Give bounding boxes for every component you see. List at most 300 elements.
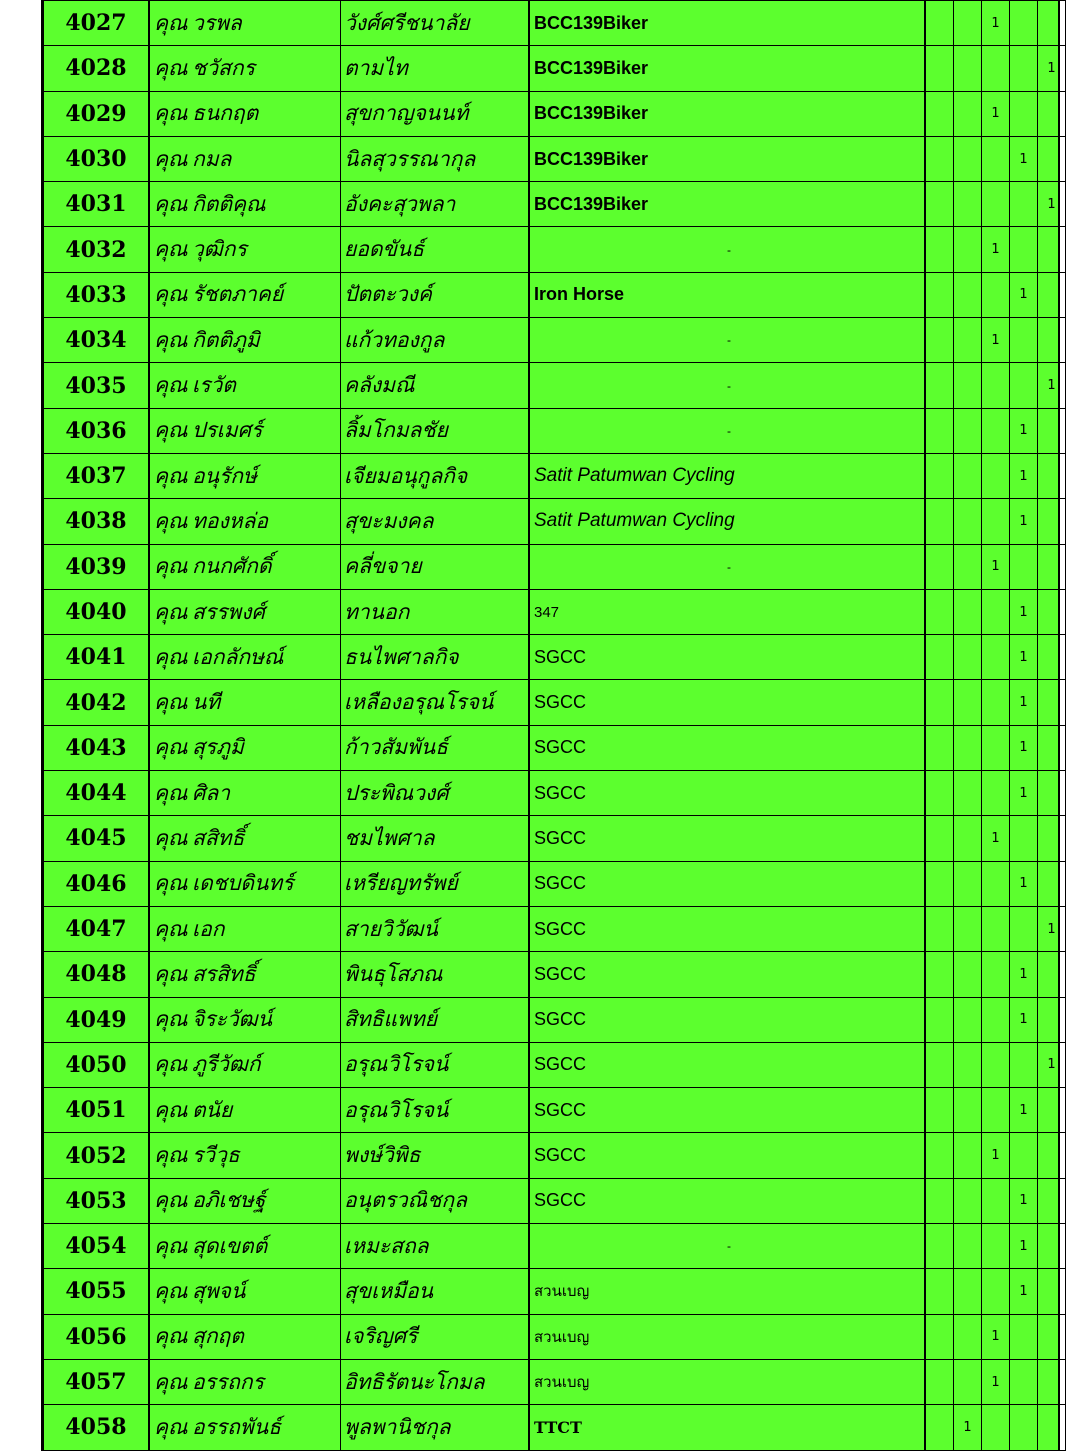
first-name-cell xyxy=(149,453,341,498)
team-name: SGCC xyxy=(529,771,925,816)
team-name: SGCC xyxy=(529,952,925,997)
category-mark xyxy=(1038,136,1066,181)
category-mark xyxy=(1010,1359,1038,1404)
last-name: อรุณวิโรจน์ xyxy=(341,1042,530,1087)
category-mark xyxy=(954,1042,982,1087)
table-row xyxy=(44,861,1066,906)
category-mark xyxy=(954,1088,982,1133)
category-mark xyxy=(925,861,954,906)
first-name-cell xyxy=(149,1359,341,1404)
first-name-cell xyxy=(149,1405,341,1450)
last-name: ธนไพศาลกิจ xyxy=(341,635,530,680)
runner-number: 4046 xyxy=(44,861,150,906)
category-mark xyxy=(982,680,1010,725)
first-name: วุฒิกร xyxy=(192,237,247,262)
category-mark xyxy=(954,906,982,951)
first-name-cell xyxy=(149,544,341,589)
category-mark xyxy=(982,182,1010,227)
last-name: แก้วทองกูล xyxy=(341,318,530,363)
category-mark xyxy=(1038,680,1066,725)
name-prefix: คุณ xyxy=(154,373,188,398)
category-mark xyxy=(1010,46,1038,91)
first-name: สสิทธิ์ xyxy=(192,825,245,850)
first-name: สรสิทธิ์ xyxy=(192,961,256,986)
team-name: - xyxy=(529,544,925,589)
name-prefix: คุณ xyxy=(154,463,188,488)
category-mark: 1 xyxy=(982,227,1010,272)
first-name-cell xyxy=(149,318,341,363)
team-name: BCC139Biker xyxy=(529,136,925,181)
category-mark: 1 xyxy=(1010,771,1038,816)
runner-number: 4035 xyxy=(44,363,150,408)
team-name: Iron Horse xyxy=(529,272,925,317)
category-mark xyxy=(925,227,954,272)
runner-number: 4043 xyxy=(44,725,150,770)
category-mark xyxy=(954,680,982,725)
runner-number: 4038 xyxy=(44,499,150,544)
category-mark: 1 xyxy=(1038,906,1066,951)
category-mark: 1 xyxy=(1010,725,1038,770)
first-name-cell xyxy=(149,635,341,680)
category-mark: 1 xyxy=(982,1,1010,46)
category-mark xyxy=(1038,997,1066,1042)
runner-number: 4030 xyxy=(44,136,150,181)
category-mark xyxy=(925,544,954,589)
table-row xyxy=(44,952,1066,997)
table-row xyxy=(44,182,1066,227)
first-name-cell xyxy=(149,589,341,634)
runner-number: 4052 xyxy=(44,1133,150,1178)
category-mark xyxy=(1010,91,1038,136)
category-mark: 1 xyxy=(1010,635,1038,680)
runner-number: 4034 xyxy=(44,318,150,363)
category-mark xyxy=(954,861,982,906)
first-name: กมล xyxy=(192,146,232,171)
first-name-cell xyxy=(149,46,341,91)
runner-number: 4027 xyxy=(44,1,150,46)
registration-table xyxy=(43,0,1066,1451)
category-mark xyxy=(1038,1314,1066,1359)
first-name: กิตติคุณ xyxy=(192,191,266,216)
last-name: คลังมณี xyxy=(341,363,530,408)
team-name: สวนเบญ xyxy=(529,1314,925,1359)
first-name-cell xyxy=(149,861,341,906)
category-mark: 1 xyxy=(1010,272,1038,317)
category-mark xyxy=(1038,1224,1066,1269)
first-name-cell xyxy=(149,91,341,136)
name-prefix: คุณ xyxy=(154,554,188,579)
first-name: รัชตภาคย์ xyxy=(192,282,284,307)
table-row xyxy=(44,816,1066,861)
name-prefix: คุณ xyxy=(154,508,188,533)
category-mark: 1 xyxy=(982,1359,1010,1404)
category-mark xyxy=(954,1178,982,1223)
last-name: สุขเหมือน xyxy=(341,1269,530,1314)
category-mark xyxy=(954,1314,982,1359)
category-mark: 1 xyxy=(1038,363,1066,408)
category-mark xyxy=(982,1269,1010,1314)
name-prefix: คุณ xyxy=(154,146,188,171)
team-name: SGCC xyxy=(529,1042,925,1087)
first-name: อรรถพันธ์ xyxy=(192,1414,281,1439)
name-prefix: คุณ xyxy=(154,1324,188,1349)
category-mark xyxy=(982,453,1010,498)
table-row xyxy=(44,544,1066,589)
category-mark xyxy=(1038,771,1066,816)
team-name: SGCC xyxy=(529,861,925,906)
first-name-cell xyxy=(149,499,341,544)
table-row xyxy=(44,635,1066,680)
category-mark xyxy=(954,725,982,770)
first-name-cell xyxy=(149,1224,341,1269)
category-mark xyxy=(925,499,954,544)
last-name: สุขกาญจนนท์ xyxy=(341,91,530,136)
team-name: Satit Patumwan Cycling xyxy=(529,453,925,498)
team-name: BCC139Biker xyxy=(529,1,925,46)
table-row xyxy=(44,1359,1066,1404)
name-prefix: คุณ xyxy=(154,191,188,216)
category-mark xyxy=(1038,1405,1066,1450)
category-mark xyxy=(1010,363,1038,408)
category-mark: 1 xyxy=(1010,1178,1038,1223)
table-row xyxy=(44,318,1066,363)
team-name: 347 xyxy=(529,589,925,634)
team-name: BCC139Biker xyxy=(529,182,925,227)
name-prefix: คุณ xyxy=(154,10,188,35)
runner-number: 4055 xyxy=(44,1269,150,1314)
category-mark xyxy=(982,408,1010,453)
team-name: สวนเบญ xyxy=(529,1269,925,1314)
category-mark xyxy=(925,816,954,861)
category-mark: 1 xyxy=(982,1133,1010,1178)
category-mark: 1 xyxy=(1010,589,1038,634)
category-mark xyxy=(925,1359,954,1404)
runner-number: 4053 xyxy=(44,1178,150,1223)
first-name: ปรเมศร์ xyxy=(192,418,263,443)
runner-number: 4057 xyxy=(44,1359,150,1404)
first-name-cell xyxy=(149,725,341,770)
category-mark xyxy=(1038,453,1066,498)
category-mark xyxy=(982,1042,1010,1087)
last-name: สายวิวัฒน์ xyxy=(341,906,530,951)
category-mark xyxy=(1010,1405,1038,1450)
runner-number: 4044 xyxy=(44,771,150,816)
category-mark xyxy=(1038,544,1066,589)
runner-number: 4039 xyxy=(44,544,150,589)
first-name-cell xyxy=(149,680,341,725)
category-mark xyxy=(954,91,982,136)
team-name: - xyxy=(529,318,925,363)
category-mark xyxy=(925,680,954,725)
runner-number: 4048 xyxy=(44,952,150,997)
first-name: อนุรักษ์ xyxy=(192,463,257,488)
category-mark xyxy=(982,272,1010,317)
name-prefix: คุณ xyxy=(154,237,188,262)
category-mark xyxy=(925,46,954,91)
category-mark xyxy=(1038,1359,1066,1404)
category-mark xyxy=(1010,816,1038,861)
runner-number: 4029 xyxy=(44,91,150,136)
table-row xyxy=(44,1405,1066,1450)
category-mark xyxy=(1038,1133,1066,1178)
table-row xyxy=(44,136,1066,181)
category-mark xyxy=(982,725,1010,770)
category-mark xyxy=(925,1405,954,1450)
category-mark: 1 xyxy=(982,91,1010,136)
last-name: พูลพานิชกุล xyxy=(341,1405,530,1450)
category-mark xyxy=(982,363,1010,408)
table-row xyxy=(44,408,1066,453)
category-mark xyxy=(982,589,1010,634)
category-mark xyxy=(925,363,954,408)
team-name: - xyxy=(529,1224,925,1269)
first-name: สุรภูมิ xyxy=(192,735,244,760)
runner-number: 4051 xyxy=(44,1088,150,1133)
category-mark xyxy=(925,906,954,951)
category-mark xyxy=(954,1,982,46)
category-mark xyxy=(925,1133,954,1178)
name-prefix: คุณ xyxy=(154,1414,188,1439)
category-mark xyxy=(1010,1042,1038,1087)
last-name: ประพิณวงศ์ xyxy=(341,771,530,816)
team-name: SGCC xyxy=(529,1178,925,1223)
runner-number: 4042 xyxy=(44,680,150,725)
category-mark xyxy=(954,1224,982,1269)
last-name: พินธุโสภณ xyxy=(341,952,530,997)
category-mark: 1 xyxy=(1038,182,1066,227)
last-name: เจียมอนุกูลกิจ xyxy=(341,453,530,498)
name-prefix: คุณ xyxy=(154,55,188,80)
category-mark xyxy=(954,544,982,589)
first-name: สรรพงศ์ xyxy=(192,599,265,624)
first-name-cell xyxy=(149,771,341,816)
category-mark xyxy=(1038,725,1066,770)
category-mark xyxy=(982,1088,1010,1133)
team-name: BCC139Biker xyxy=(529,46,925,91)
category-mark: 1 xyxy=(1010,1088,1038,1133)
name-prefix: คุณ xyxy=(154,690,188,715)
runner-number: 4033 xyxy=(44,272,150,317)
category-mark xyxy=(954,997,982,1042)
team-name: SGCC xyxy=(529,680,925,725)
category-mark xyxy=(982,952,1010,997)
category-mark xyxy=(954,318,982,363)
registration-table-sheet xyxy=(41,0,1060,1451)
last-name: สิทธิแพทย์ xyxy=(341,997,530,1042)
category-mark xyxy=(925,1178,954,1223)
runner-number: 4050 xyxy=(44,1042,150,1087)
first-name: สุดเขตต์ xyxy=(192,1233,268,1258)
category-mark xyxy=(925,771,954,816)
table-row xyxy=(44,680,1066,725)
first-name-cell xyxy=(149,1133,341,1178)
team-name: SGCC xyxy=(529,906,925,951)
name-prefix: คุณ xyxy=(154,871,188,896)
first-name: วรพล xyxy=(192,10,242,35)
category-mark xyxy=(982,906,1010,951)
category-mark xyxy=(1038,272,1066,317)
last-name: เหรียญทรัพย์ xyxy=(341,861,530,906)
category-mark xyxy=(1038,861,1066,906)
category-mark: 1 xyxy=(1010,952,1038,997)
first-name: เอก xyxy=(192,916,225,941)
last-name: เหลืองอรุณโรจน์ xyxy=(341,680,530,725)
category-mark xyxy=(925,136,954,181)
category-mark xyxy=(954,182,982,227)
runner-number: 4047 xyxy=(44,906,150,951)
category-mark xyxy=(954,816,982,861)
first-name-cell xyxy=(149,136,341,181)
category-mark xyxy=(925,91,954,136)
category-mark: 1 xyxy=(1010,861,1038,906)
table-row xyxy=(44,589,1066,634)
category-mark xyxy=(925,635,954,680)
category-mark xyxy=(954,272,982,317)
first-name-cell xyxy=(149,408,341,453)
category-mark xyxy=(954,1269,982,1314)
category-mark xyxy=(1010,1,1038,46)
category-mark xyxy=(954,589,982,634)
category-mark: 1 xyxy=(982,1314,1010,1359)
team-name: สวนเบญ xyxy=(529,1359,925,1404)
category-mark xyxy=(1010,182,1038,227)
name-prefix: คุณ xyxy=(154,418,188,443)
name-prefix: คุณ xyxy=(154,101,188,126)
table-row xyxy=(44,227,1066,272)
runner-number: 4032 xyxy=(44,227,150,272)
category-mark: 1 xyxy=(982,816,1010,861)
runner-number: 4028 xyxy=(44,46,150,91)
category-mark xyxy=(982,46,1010,91)
last-name: เจริญศรี xyxy=(341,1314,530,1359)
category-mark xyxy=(1038,635,1066,680)
category-mark xyxy=(1010,227,1038,272)
category-mark: 1 xyxy=(1010,453,1038,498)
last-name: ตามไท xyxy=(341,46,530,91)
category-mark: 1 xyxy=(1010,1269,1038,1314)
first-name-cell xyxy=(149,906,341,951)
category-mark xyxy=(1038,952,1066,997)
name-prefix: คุณ xyxy=(154,735,188,760)
category-mark xyxy=(925,725,954,770)
name-prefix: คุณ xyxy=(154,599,188,624)
table-row xyxy=(44,46,1066,91)
table-row xyxy=(44,1314,1066,1359)
category-mark xyxy=(954,499,982,544)
first-name-cell xyxy=(149,182,341,227)
category-mark xyxy=(954,952,982,997)
category-mark xyxy=(1038,227,1066,272)
table-row xyxy=(44,1,1066,46)
team-name: - xyxy=(529,227,925,272)
runner-number: 4041 xyxy=(44,635,150,680)
category-mark: 1 xyxy=(1010,997,1038,1042)
runner-number: 4054 xyxy=(44,1224,150,1269)
category-mark xyxy=(925,272,954,317)
table-row xyxy=(44,499,1066,544)
category-mark xyxy=(925,997,954,1042)
table-row xyxy=(44,1178,1066,1223)
first-name: เรวัต xyxy=(192,373,236,398)
category-mark xyxy=(982,1224,1010,1269)
category-mark xyxy=(1038,499,1066,544)
first-name: ภูรีวัฒก์ xyxy=(192,1052,261,1077)
first-name-cell xyxy=(149,1269,341,1314)
first-name-cell xyxy=(149,1042,341,1087)
category-mark: 1 xyxy=(982,318,1010,363)
table-row xyxy=(44,771,1066,816)
first-name: ชวัสกร xyxy=(192,55,255,80)
first-name: ทองหล่อ xyxy=(192,508,269,533)
team-name: TTCT xyxy=(529,1405,925,1450)
name-prefix: คุณ xyxy=(154,1188,188,1213)
table-row xyxy=(44,1042,1066,1087)
first-name: กิตติภูมิ xyxy=(192,327,260,352)
category-mark xyxy=(1010,906,1038,951)
team-name: Satit Patumwan Cycling xyxy=(529,499,925,544)
table-row xyxy=(44,1269,1066,1314)
last-name: ปัตตะวงค์ xyxy=(341,272,530,317)
category-mark xyxy=(1010,318,1038,363)
last-name: ชมไพศาล xyxy=(341,816,530,861)
category-mark xyxy=(925,1269,954,1314)
first-name: รวีวุธ xyxy=(192,1143,240,1168)
first-name: กนกศักดิ์ xyxy=(192,554,272,579)
team-name: - xyxy=(529,363,925,408)
runner-number: 4031 xyxy=(44,182,150,227)
category-mark xyxy=(982,771,1010,816)
name-prefix: คุณ xyxy=(154,780,188,805)
category-mark: 1 xyxy=(1010,408,1038,453)
category-mark xyxy=(925,1,954,46)
last-name: อรุณวิโรจน์ xyxy=(341,1088,530,1133)
team-name: SGCC xyxy=(529,1133,925,1178)
name-prefix: คุณ xyxy=(154,961,188,986)
runner-number: 4045 xyxy=(44,816,150,861)
last-name: พงษ์วิพิธ xyxy=(341,1133,530,1178)
runner-number: 4036 xyxy=(44,408,150,453)
category-mark xyxy=(1038,589,1066,634)
last-name: ก้าวสัมพันธ์ xyxy=(341,725,530,770)
category-mark: 1 xyxy=(1038,46,1066,91)
runner-number: 4040 xyxy=(44,589,150,634)
category-mark xyxy=(954,1359,982,1404)
first-name-cell xyxy=(149,997,341,1042)
category-mark xyxy=(954,771,982,816)
last-name: ทานอก xyxy=(341,589,530,634)
table-row xyxy=(44,906,1066,951)
first-name-cell xyxy=(149,952,341,997)
name-prefix: คุณ xyxy=(154,644,188,669)
last-name: นิลสุวรรณากุล xyxy=(341,136,530,181)
team-name: SGCC xyxy=(529,725,925,770)
category-mark: 1 xyxy=(982,544,1010,589)
team-name: SGCC xyxy=(529,1088,925,1133)
table-row xyxy=(44,725,1066,770)
first-name: จิระวัฒน์ xyxy=(192,1007,272,1032)
name-prefix: คุณ xyxy=(154,1369,188,1394)
category-mark xyxy=(982,1405,1010,1450)
first-name: เดชบดินทร์ xyxy=(192,871,294,896)
category-mark xyxy=(982,861,1010,906)
table-row xyxy=(44,997,1066,1042)
runner-number: 4056 xyxy=(44,1314,150,1359)
first-name-cell xyxy=(149,227,341,272)
table-row xyxy=(44,272,1066,317)
category-mark xyxy=(1038,408,1066,453)
first-name-cell xyxy=(149,272,341,317)
category-mark xyxy=(1010,1314,1038,1359)
